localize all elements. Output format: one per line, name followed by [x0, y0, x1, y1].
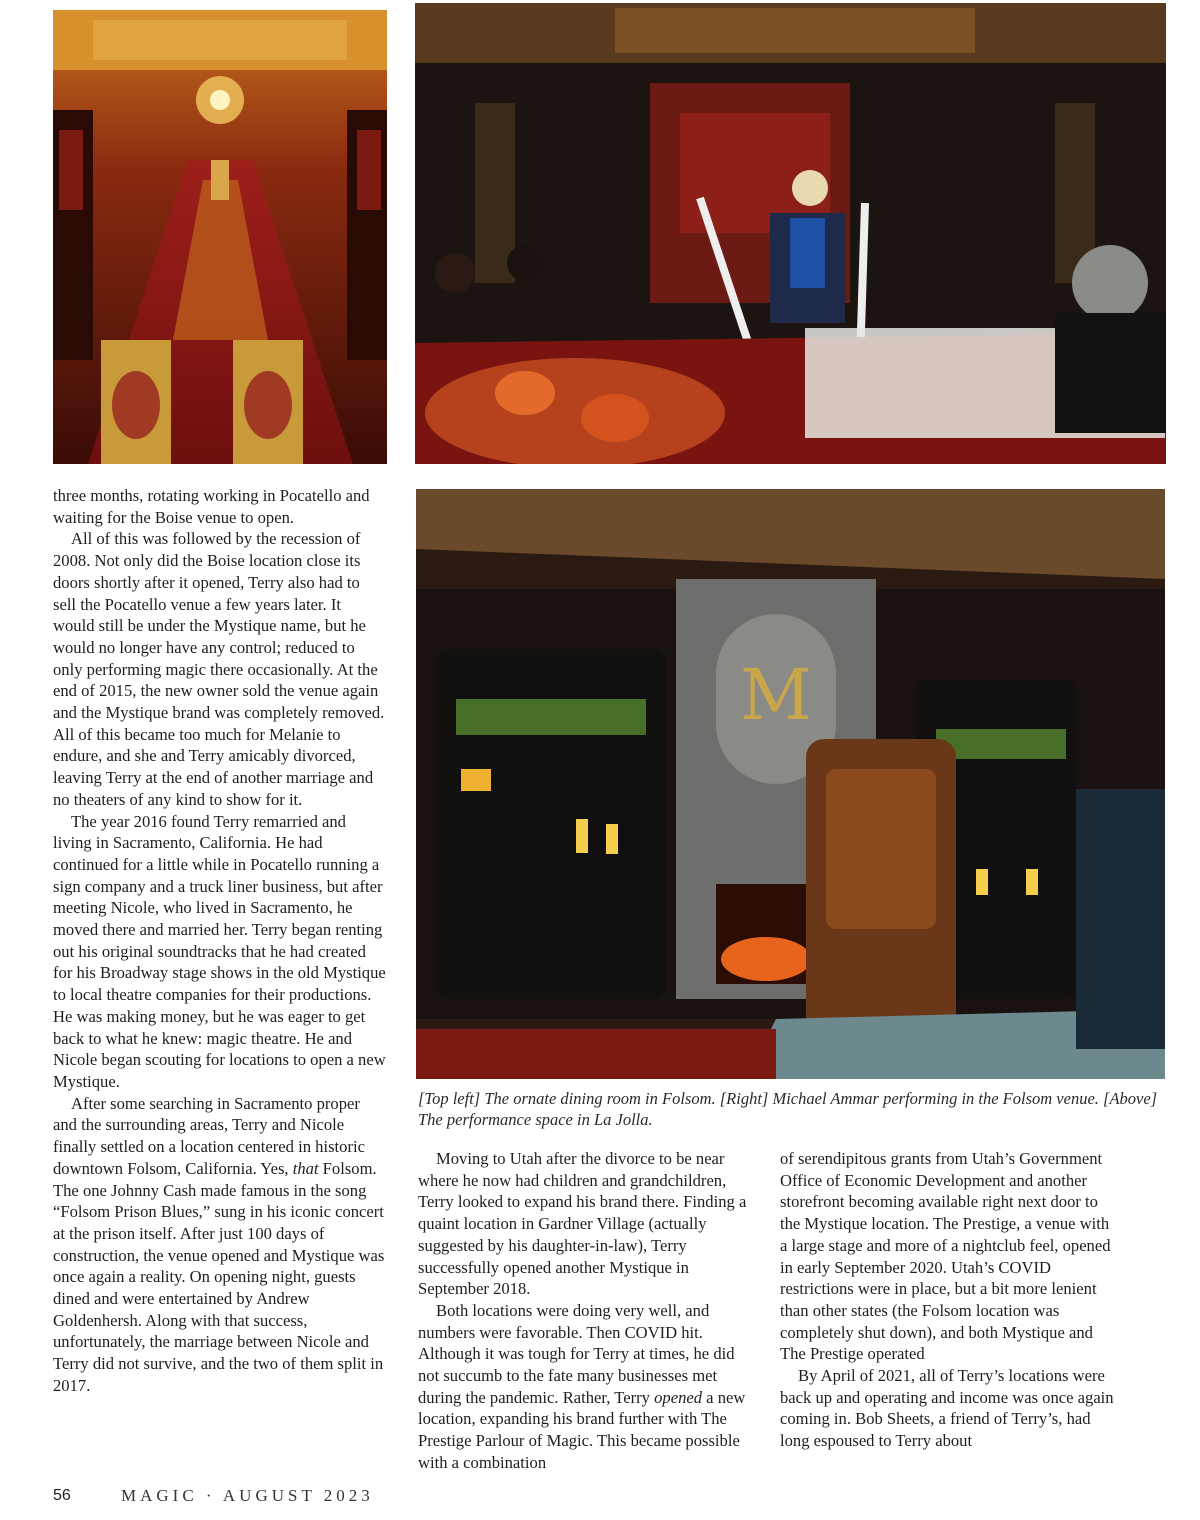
article-column-1 — [53, 485, 386, 1397]
performance-space-photo — [416, 489, 1165, 1079]
paragraph: All of this was followed by the recession of 2008. Not only did the Boise location close its doors shortly after it opened, Terry also had to sell the Pocatello venue a few years later. It would still be under the Mystique name, but he would no longer have any control; reduced to only performing magic there occasionally. At the end of 2015, the new owner sold the venue again and the Mystique brand was completely removed. All of this became too much for Melanie to endure, and she and Terry amicably divorced, leaving Terry at the end of another marriage and no theaters of any kind to show for it. — [53, 529, 385, 809]
page-number: 56 — [53, 1487, 71, 1504]
performer-photo — [415, 3, 1166, 464]
emphasis: that — [292, 1158, 319, 1178]
article-column-2 — [418, 1148, 752, 1474]
svg-text:M: M — [740, 654, 812, 736]
paragraph: three months, rotating working in Pocatello and waiting for the Boise venue to open. — [53, 486, 370, 527]
paragraph: By April of 2021, all of Terry’s locations were back up and operating and income was once again coming in. Bob Sheets, a friend of Terry’s, had long espoused to Terry about — [780, 1366, 1114, 1451]
caption-text: [Top left] The ornate dining room in Folsom. [Right] Michael Ammar performing in the Folsom venue. [Above] The performance space in La Jolla. — [418, 1089, 1158, 1129]
paragraph: The year 2016 found Terry remarried and living in Sacramento, California. He had continued for a little while in Pocatello running a sign company and a truck liner business, but after meeting Nicole, who lived in Sacramento, he moved there and married her. Terry began renting out his original soundtracks that he had created for his Broadway stage shows in the old Mystique to local theatre companies for their productions. He was making money, but he was eager to get back to what he knew: magic theatre. He and Nicole began scouting for locations to open a new Mystique. — [53, 811, 386, 1091]
article-column-3 — [780, 1148, 1116, 1452]
photo-caption — [418, 1089, 1158, 1130]
paragraph: of serendipitous grants from Utah’s Government Office of Economic Development and another storefront becoming available right next door to the Mystique location. The Prestige, a venue with a large stage and more of a nightclub feel, opened in early September 2020. Utah’s COVID restrictions were in place, but a bit more lenient than other states (the Folsom location was completely shut down), and both Mystique and The Prestige operated — [780, 1149, 1111, 1364]
paragraph: Both locations were doing very well, and numbers were favorable. Then COVID hit. Although it was tough for Terry at times, he did not succumb to the fate many businesses met during the pandemic. Rather, Terry opened a new location, expanding his brand further with The Prestige Parlour of Magic. This became possible with a combination — [418, 1300, 746, 1472]
emphasis: opened — [654, 1387, 703, 1407]
dining-room-photo — [53, 10, 387, 464]
running-head: MAGIC · AUGUST 2023 — [121, 1486, 374, 1505]
paragraph: Moving to Utah after the divorce to be near where he now had children and grandchildren, Terry looked to expand his brand there. Finding a quaint location in Gardner Village (actually suggested by his daughter-in-law), Terry successfully opened another Mystique in September 2018. — [418, 1149, 747, 1299]
paragraph: After some searching in Sacramento proper and the surrounding areas, Terry and Nicole finally settled on a location centered in historic downtown Folsom, California. Yes, that Folsom. The one Johnny Cash made famous in the song “Folsom Prison Blues,” sung in his iconic concert at the prison itself. After just 100 days of construction, the venue opened and Mystique was once again a reality. On opening night, guests dined and were entertained by Andrew Goldenhersh. Along with that success, unfortunately, the marriage between Nicole and Terry did not survive, and the two of them split in 2017. — [53, 1093, 385, 1395]
